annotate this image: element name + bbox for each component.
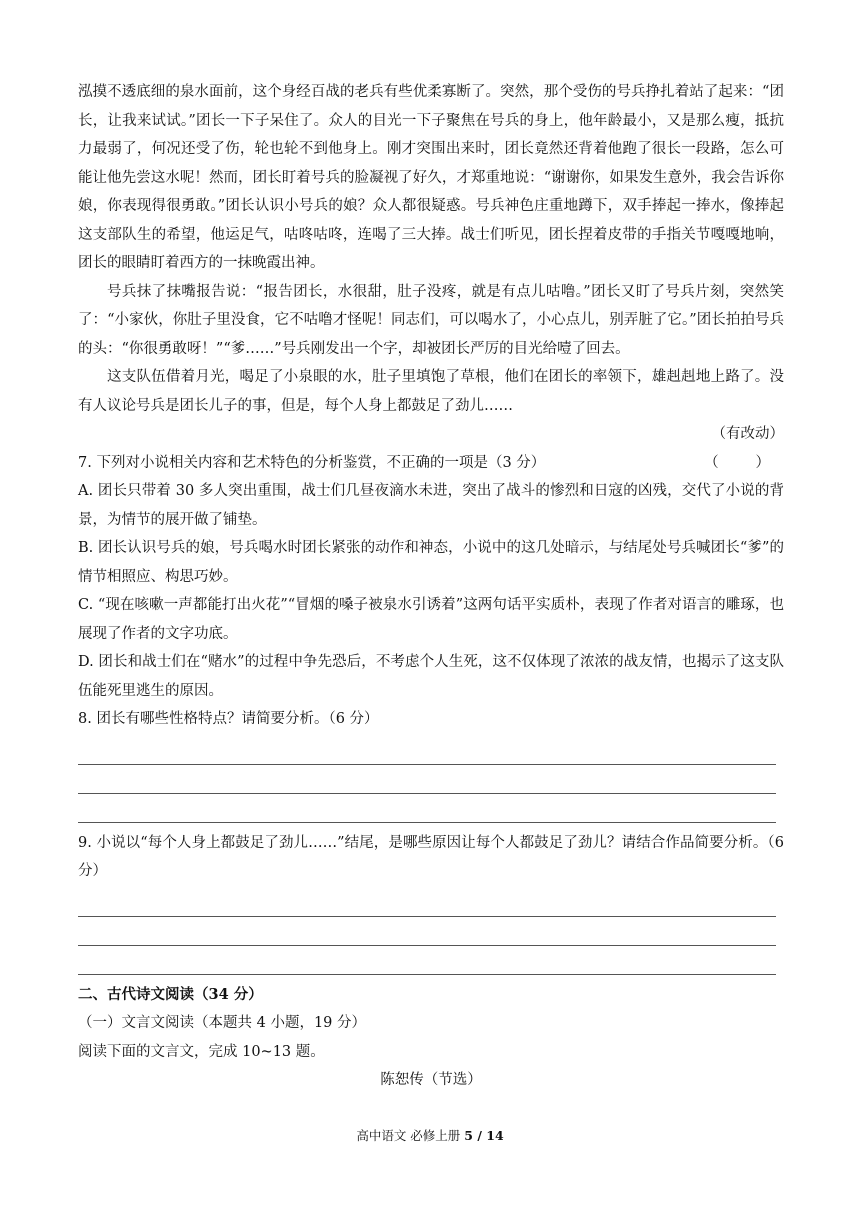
answer-line[interactable] [78,888,776,917]
source-note: （有改动） [711,426,784,442]
answer-line[interactable] [78,917,776,946]
page-footer [0,1126,860,1144]
document-page [78,78,784,1095]
reading-instruction: 阅读下面的文言文，完成 10~13 题。 [78,1043,325,1060]
question-7-stem [78,449,784,478]
answer-line[interactable] [78,736,776,765]
question-7-text: 7. 下列对小说相关内容和艺术特色的分析鉴赏，不正确的一项是（3 分） [78,454,546,471]
answer-line[interactable] [78,794,776,823]
footer-page-number: 5 / 14 [464,1128,504,1143]
option-b: B. 团长认识号兵的娘，号兵喝水时团长紧张的动作和神态，小说中的这几处暗示，与结尾处号兵喊团长“爹”的情节相照应、构思巧妙。 [78,540,784,585]
subsection-heading: （一）文言文阅读（本题共 4 小题，19 分） [78,1015,367,1031]
question-8-stem: 8. 团长有哪些性格特点？请简要分析。（6 分） [78,711,379,727]
passage-title: 陈恕传（节选） [380,1072,482,1088]
section-heading: 二、古代诗文阅读（34 分） [78,985,263,1003]
answer-line[interactable] [78,946,776,975]
story-paragraph-2: 号兵抹了抹嘴报告说：“报告团长，水很甜，肚子没疼，就是有点儿咕噜。”团长又盯了号兵片刻，突然笑了：“小家伙，你肚子里没食，它不咕噜才怪呢！同志们，可以喝水了，小心点儿，别弄脏了它。”团长拍拍号兵的头：“你很勇敢呀！”“爹……”号兵刚发出一个字，却被团长严厉的目光给噎了回去。 [78,283,784,357]
story-paragraph-1: 泓摸不透底细的泉水面前，这个身经百战的老兵有些优柔寡断了。突然，那个受伤的号兵挣扎着站了起来：“团长，让我来试试。”团长一下子呆住了。众人的目光一下子聚焦在号兵的身上，他年龄最小，又是那么瘦，抵抗力最弱了，何况还受了伤，轮也轮不到他身上。刚才突围出来时，团长竟然还背着他跑了很长一段路，怎么可能让他先尝这水呢！然而，团长盯着号兵的脸凝视了好久，才郑重地说：“谢谢你，如果发生意外，我会告诉你娘，你表现得很勇敢。”团长认识小号兵的娘？众人都很疑惑。号兵神色庄重地蹲下，双手捧起一捧水，像捧起这支部队生的希望，他运足气，咕咚咕咚，连喝了三大捧。战士们听见，团长捏着皮带的手指关节嘎嘎地响，团长的眼睛盯着西方的一抹晚霞出神。 [78,84,784,271]
question-9-answer-area[interactable] [78,888,784,975]
option-d: D. 团长和战士们在“赌水”的过程中争先恐后，不考虑个人生死，这不仅体现了浓浓的战友情，也揭示了这支队伍能死里逃生的原因。 [78,654,784,699]
option-c: C. “现在咳嗽一声都能打出火花”“冒烟的嗓子被泉水引诱着”这两句话平实质朴，表现了作者对语言的雕琢，也展现了作者的文字功底。 [78,597,784,642]
footer-course: 高中语文 必修上册 [356,1128,465,1143]
answer-line[interactable] [78,765,776,794]
option-a: A. 团长只带着 30 多人突出重围，战士们几昼夜滴水未进，突出了战斗的惨烈和日寇的凶残，交代了小说的背景，为情节的展开做了铺垫。 [78,483,784,528]
story-paragraph-3: 这支队伍借着月光，喝足了小泉眼的水，肚子里填饱了草根，他们在团长的率领下，雄赳赳地上路了。没有人议论号兵是团长儿子的事，但是，每个人身上都鼓足了劲儿…… [78,369,784,414]
question-9-stem: 9. 小说以“每个人身上都鼓足了劲儿……”结尾，是哪些原因让每个人都鼓足了劲儿？请结合作品简要分析。（6 分） [78,834,784,879]
question-8-answer-area[interactable] [78,736,784,823]
answer-paren: （ ） [704,454,770,471]
